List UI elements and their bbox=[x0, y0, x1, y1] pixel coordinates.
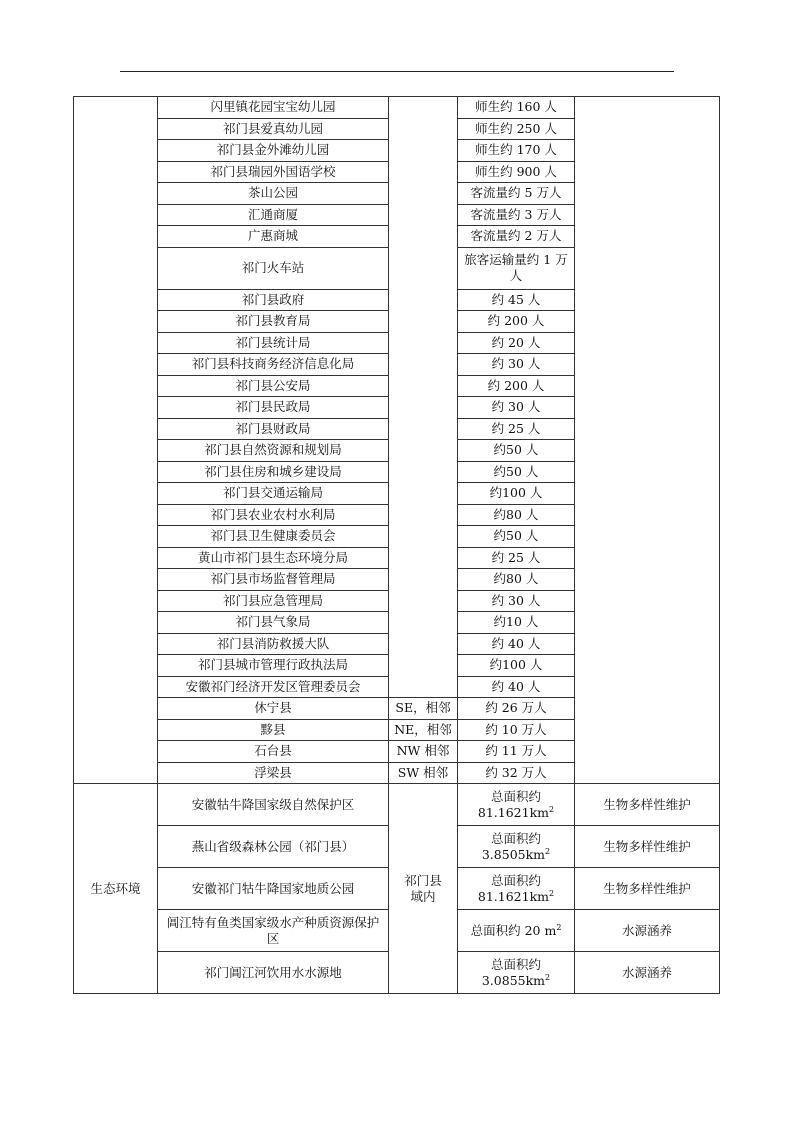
target-name-cell: 祁门县市场监督管理局 bbox=[158, 569, 389, 591]
eco-name-cell: 燕山省级森林公园（祁门县） bbox=[158, 826, 389, 868]
table-row bbox=[74, 784, 720, 826]
county-name-cell: 石台县 bbox=[158, 741, 389, 763]
target-name-cell: 祁门县民政局 bbox=[158, 397, 389, 419]
target-name-cell: 祁门县政府 bbox=[158, 289, 389, 311]
eco-name-cell: 祁门阊江河饮用水水源地 bbox=[158, 952, 389, 994]
eco-area-cell bbox=[458, 952, 575, 994]
scale-cell: 客流量约 3 万人 bbox=[458, 204, 575, 226]
eco-area-cell bbox=[458, 784, 575, 826]
direction-cell-empty bbox=[389, 97, 458, 698]
target-name-cell: 祁门县农业农村水利局 bbox=[158, 504, 389, 526]
area-value bbox=[461, 847, 571, 863]
scale-cell: 约 10 万人 bbox=[458, 719, 575, 741]
scale-cell: 客流量约 2 万人 bbox=[458, 226, 575, 248]
area-unit-exponent: 2 bbox=[556, 922, 562, 932]
eco-function-cell: 生物多样性维护 bbox=[575, 826, 720, 868]
scale-cell: 约50 人 bbox=[458, 440, 575, 462]
scale-cell: 约 32 万人 bbox=[458, 762, 575, 784]
target-name-cell: 祁门县公安局 bbox=[158, 375, 389, 397]
scale-cell: 约100 人 bbox=[458, 655, 575, 677]
target-name-cell: 祁门县自然资源和规划局 bbox=[158, 440, 389, 462]
scale-cell: 约80 人 bbox=[458, 569, 575, 591]
scale-cell: 师生约 160 人 bbox=[458, 97, 575, 119]
target-name-cell: 祁门县瑞园外国语学校 bbox=[158, 161, 389, 183]
target-name-cell: 祁门火车站 bbox=[158, 247, 389, 289]
scale-cell: 师生约 900 人 bbox=[458, 161, 575, 183]
area-unit-exponent: 2 bbox=[549, 804, 555, 814]
eco-name-cell: 安徽牯牛降国家级自然保护区 bbox=[158, 784, 389, 826]
area-label: 总面积约 bbox=[490, 830, 541, 846]
scale-cell: 约 25 人 bbox=[458, 547, 575, 569]
scale-cell: 师生约 250 人 bbox=[458, 118, 575, 140]
target-name-cell: 茶山公园 bbox=[158, 183, 389, 205]
target-name-cell: 祁门县财政局 bbox=[158, 418, 389, 440]
direction-cell: SW 相邻 bbox=[389, 762, 458, 784]
target-name-cell: 祁门县应急管理局 bbox=[158, 590, 389, 612]
area-value bbox=[461, 889, 571, 905]
scale-cell: 约 25 人 bbox=[458, 418, 575, 440]
target-name-cell: 祁门县教育局 bbox=[158, 311, 389, 333]
target-name-cell: 祁门县卫生健康委员会 bbox=[158, 526, 389, 548]
scale-cell: 约100 人 bbox=[458, 483, 575, 505]
eco-location-cell: 祁门县域内 bbox=[389, 784, 458, 994]
direction-cell: SE，相邻 bbox=[389, 698, 458, 720]
target-name-cell: 祁门县气象局 bbox=[158, 612, 389, 634]
target-name-cell: 祁门县金外滩幼儿园 bbox=[158, 140, 389, 162]
area-label: 总面积约 bbox=[490, 872, 541, 888]
area-value-text: 81.1621km bbox=[477, 888, 550, 904]
county-name-cell: 浮梁县 bbox=[158, 762, 389, 784]
function-cell-empty bbox=[575, 97, 720, 784]
direction-cell: NE，相邻 bbox=[389, 719, 458, 741]
target-name-cell: 闪里镇花园宝宝幼儿园 bbox=[158, 97, 389, 119]
target-name-cell: 祁门县交通运输局 bbox=[158, 483, 389, 505]
area-value-text: 81.1621km bbox=[477, 804, 550, 820]
scale-cell: 约50 人 bbox=[458, 526, 575, 548]
area-unit-exponent: 2 bbox=[545, 972, 551, 982]
scale-cell: 约 26 万人 bbox=[458, 698, 575, 720]
scale-cell: 约 40 人 bbox=[458, 633, 575, 655]
category-cell-empty bbox=[74, 97, 158, 784]
scale-cell: 约 200 人 bbox=[458, 311, 575, 333]
area-unit-exponent: 2 bbox=[545, 846, 551, 856]
scale-cell: 约10 人 bbox=[458, 612, 575, 634]
eco-area-cell bbox=[458, 868, 575, 910]
scale-cell: 约 200 人 bbox=[458, 375, 575, 397]
direction-cell: NW 相邻 bbox=[389, 741, 458, 763]
area-value bbox=[461, 973, 571, 989]
scale-cell: 约 30 人 bbox=[458, 397, 575, 419]
target-name-cell: 安徽祁门经济开发区管理委员会 bbox=[158, 676, 389, 698]
table-row bbox=[74, 97, 720, 119]
scale-cell: 约 45 人 bbox=[458, 289, 575, 311]
area-label: 总面积约 bbox=[490, 788, 541, 804]
area-value bbox=[461, 805, 571, 821]
county-name-cell: 黟县 bbox=[158, 719, 389, 741]
eco-category-cell: 生态环境 bbox=[74, 784, 158, 994]
target-name-cell: 祁门县城市管理行政执法局 bbox=[158, 655, 389, 677]
scale-cell: 旅客运输量约 1 万人 bbox=[458, 247, 575, 289]
target-name-cell: 祁门县爱真幼儿园 bbox=[158, 118, 389, 140]
target-name-cell: 祁门县统计局 bbox=[158, 332, 389, 354]
scale-cell: 约 40 人 bbox=[458, 676, 575, 698]
area-unit-exponent: 2 bbox=[549, 888, 555, 898]
scale-cell: 约 30 人 bbox=[458, 590, 575, 612]
eco-function-cell: 水源涵养 bbox=[575, 952, 720, 994]
eco-area-cell bbox=[458, 910, 575, 952]
target-name-cell: 祁门县科技商务经济信息化局 bbox=[158, 354, 389, 376]
scale-cell: 师生约 170 人 bbox=[458, 140, 575, 162]
county-name-cell: 休宁县 bbox=[158, 698, 389, 720]
eco-function-cell: 生物多样性维护 bbox=[575, 784, 720, 826]
eco-area-cell bbox=[458, 826, 575, 868]
scale-cell: 约80 人 bbox=[458, 504, 575, 526]
scale-cell: 约50 人 bbox=[458, 461, 575, 483]
area-value bbox=[461, 923, 571, 939]
scale-cell: 约 30 人 bbox=[458, 354, 575, 376]
area-label: 总面积约 bbox=[490, 956, 541, 972]
eco-name-cell: 阊江特有鱼类国家级水产种质资源保护区 bbox=[158, 910, 389, 952]
area-value-text: 总面积约 20 m bbox=[470, 922, 557, 938]
area-value-text: 3.0855km bbox=[481, 972, 546, 988]
target-name-cell: 广惠商城 bbox=[158, 226, 389, 248]
scale-cell: 客流量约 5 万人 bbox=[458, 183, 575, 205]
target-name-cell: 汇通商厦 bbox=[158, 204, 389, 226]
target-name-cell: 黄山市祁门县生态环境分局 bbox=[158, 547, 389, 569]
scale-cell: 约 11 万人 bbox=[458, 741, 575, 763]
eco-function-cell: 水源涵养 bbox=[575, 910, 720, 952]
scale-cell: 约 20 人 bbox=[458, 332, 575, 354]
area-value-text: 3.8505km bbox=[481, 846, 546, 862]
eco-name-cell: 安徽祁门牯牛降国家地质公园 bbox=[158, 868, 389, 910]
target-name-cell: 祁门县住房和城乡建设局 bbox=[158, 461, 389, 483]
header-rule bbox=[120, 71, 674, 72]
target-name-cell: 祁门县消防救援大队 bbox=[158, 633, 389, 655]
sensitive-targets-table bbox=[73, 96, 720, 994]
eco-function-cell: 生物多样性维护 bbox=[575, 868, 720, 910]
